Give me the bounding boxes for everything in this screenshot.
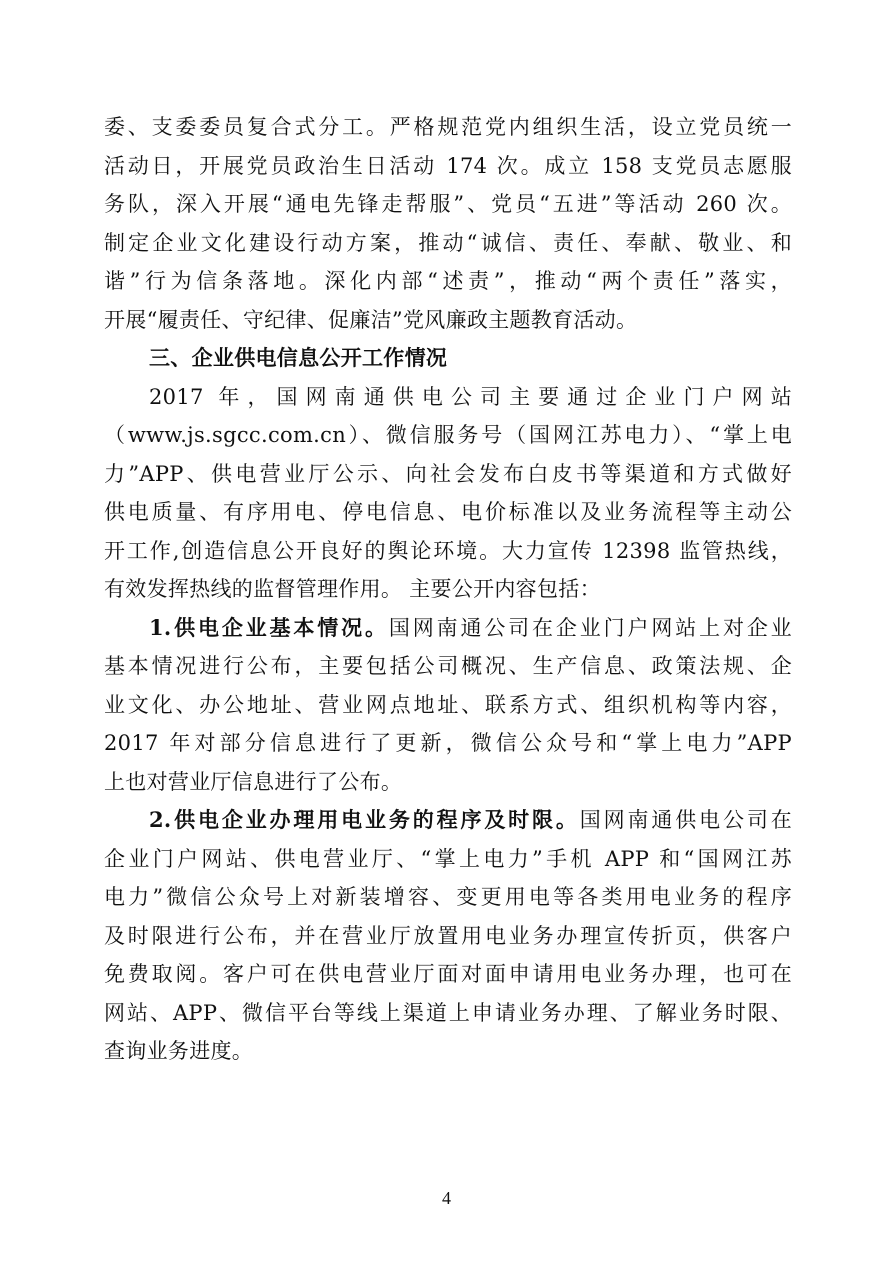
paragraph-text: 国网南通供电公司在	[579, 808, 792, 832]
paragraph-line: 委、支委委员复合式分工。严格规范党内组织生活，设立党员统一	[104, 115, 792, 139]
paragraph-line: 基本情况进行公布，主要包括公司概况、生产信息、政策法规、企	[104, 654, 792, 678]
paragraph-first-line	[104, 801, 792, 840]
paragraph-line: 制定企业文化建设行动方案，推动“诚信、责任、奉献、敬业、和	[104, 230, 792, 255]
paragraph-bold-lead: 2.供电企业办理用电业务的程序及时限。	[149, 807, 580, 832]
paragraph-line: 业文化、办公地址、营业网点地址、联系方式、组织机构等内容，	[104, 692, 792, 717]
paragraph-line: 务队，深入开展“通电先锋走帮服”、党员“五进”等活动 260 次。	[104, 192, 792, 216]
paragraph-line: 企业门户网站、供电营业厅、“掌上电力”手机 APP 和“国网江苏	[104, 846, 792, 871]
paragraph-line: 谐”行为信条落地。深化内部“述责”，推动“两个责任”落实，	[104, 269, 792, 293]
paragraph-text: 国网南通公司在企业门户网站上对企业	[388, 615, 792, 640]
paragraph-line: 2017 年对部分信息进行了更新，微信公众号和“掌上电力”APP	[104, 731, 792, 755]
paragraph-line: 免费取阅。客户可在供电营业厅面对面申请用电业务办理，也可在	[104, 962, 792, 986]
paragraph-line: 网站、APP、微信平台等线上渠道上申请业务办理、了解业务时限、	[104, 1000, 792, 1025]
paragraph-line: 及时限进行公布，并在营业厅放置用电业务办理宣传折页，供客户	[104, 923, 792, 948]
paragraph-line: 力”APP、供电营业厅公示、向社会发布白皮书等渠道和方式做好	[104, 461, 792, 486]
paragraph-line: 查询业务进度。	[104, 1039, 254, 1063]
paragraph-bold-lead: 1.供电企业基本情况。	[149, 614, 389, 640]
paragraph-line: 开展“履责任、守纪律、促廉洁”党风廉政主题教育活动。	[104, 307, 638, 332]
paragraph-line: 开工作,创造信息公开良好的舆论环境。大力宣传 12398 监管热线，	[104, 538, 792, 563]
paragraph-line: 有效发挥热线的监督管理作用。 主要公开内容包括：	[104, 577, 601, 601]
paragraph-first-line	[104, 609, 792, 648]
paragraph-line: 2017 年，国网南通供电公司主要通过企业门户网站	[149, 384, 792, 409]
page-number: 4	[442, 1188, 451, 1208]
paragraph-line: 电力”微信公众号上对新装增容、变更用电等各类用电业务的程序	[104, 885, 792, 909]
paragraph-line: （www.js.sgcc.com.cn）、微信服务号（国网江苏电力）、“掌上电	[104, 423, 792, 447]
paragraph-line: 供电质量、有序用电、停电信息、电价标准以及业务流程等主动公	[104, 500, 792, 524]
body-text	[104, 108, 792, 1071]
paragraph-line: 活动日，开展党员政治生日活动 174 次。成立 158 支党员志愿服	[104, 153, 792, 178]
paragraph-line: 上也对营业厅信息进行了公布。	[104, 769, 403, 794]
section-heading: 三、企业供电信息公开工作情况	[149, 346, 448, 370]
